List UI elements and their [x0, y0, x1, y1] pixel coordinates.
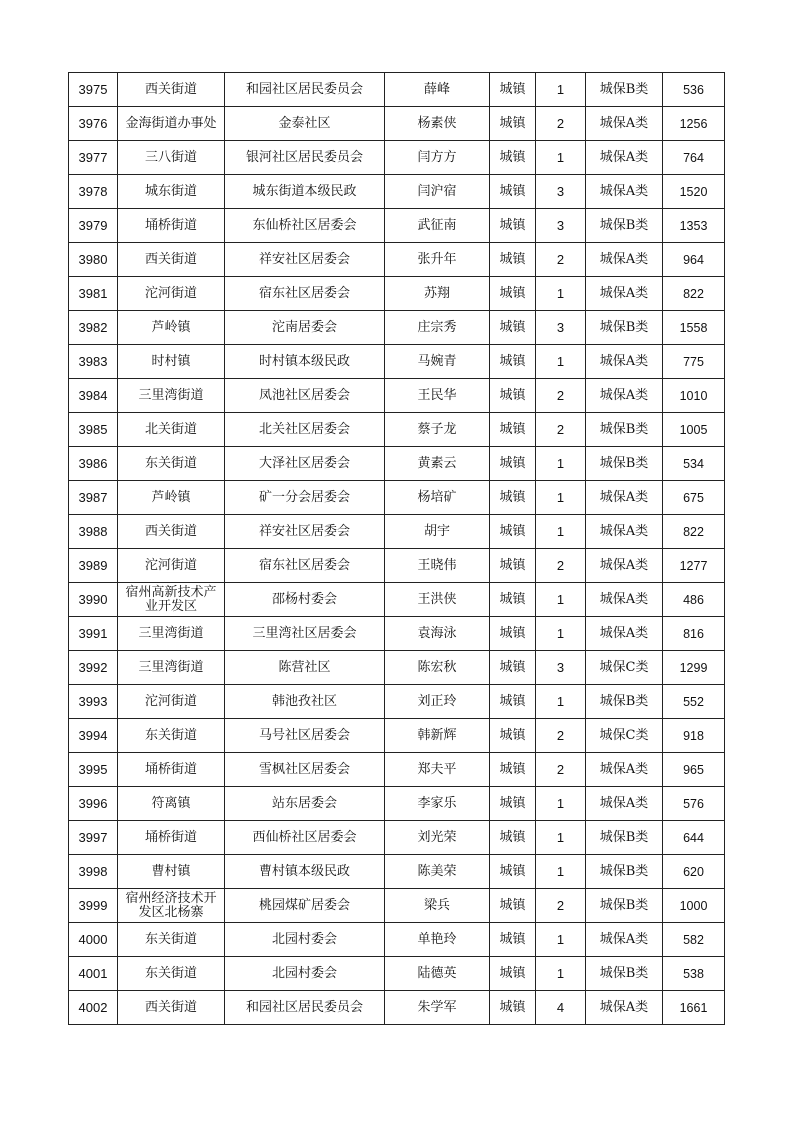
community-cell: 矿一分会居委会: [225, 481, 385, 515]
community-cell: 宿东社区居委会: [225, 277, 385, 311]
area-cell: 三八街道: [118, 141, 225, 175]
amount-cell: 534: [663, 447, 725, 481]
name-cell: 杨素侠: [385, 107, 490, 141]
row-id-cell: 3987: [69, 481, 118, 515]
community-cell: 银河社区居民委员会: [225, 141, 385, 175]
area-cell: 东关街道: [118, 957, 225, 991]
name-cell: 陈美荣: [385, 855, 490, 889]
row-id-cell: 3977: [69, 141, 118, 175]
community-cell: 站东居委会: [225, 787, 385, 821]
amount-cell: 536: [663, 73, 725, 107]
area-cell: 沱河街道: [118, 277, 225, 311]
table-row: [69, 549, 725, 583]
row-id-cell: 3981: [69, 277, 118, 311]
name-cell: 袁海泳: [385, 617, 490, 651]
persons-cell: 1: [536, 855, 586, 889]
amount-cell: 486: [663, 583, 725, 617]
community-cell: 邵杨村委会: [225, 583, 385, 617]
name-cell: 杨培矿: [385, 481, 490, 515]
row-id-cell: 3989: [69, 549, 118, 583]
community-cell: 陈营社区: [225, 651, 385, 685]
amount-cell: 644: [663, 821, 725, 855]
table-row: [69, 141, 725, 175]
name-cell: 张升年: [385, 243, 490, 277]
type-cell: 城镇: [490, 549, 536, 583]
table-row: [69, 651, 725, 685]
amount-cell: 576: [663, 787, 725, 821]
row-id-cell: 3976: [69, 107, 118, 141]
name-cell: 刘正玲: [385, 685, 490, 719]
name-cell: 黄素云: [385, 447, 490, 481]
persons-cell: 3: [536, 175, 586, 209]
type-cell: 城镇: [490, 73, 536, 107]
table-row: [69, 889, 725, 923]
area-cell: 东关街道: [118, 719, 225, 753]
type-cell: 城镇: [490, 379, 536, 413]
persons-cell: 2: [536, 413, 586, 447]
table-row: [69, 685, 725, 719]
name-cell: 郑夫平: [385, 753, 490, 787]
persons-cell: 1: [536, 957, 586, 991]
table-row: [69, 209, 725, 243]
area-cell: 埇桥街道: [118, 821, 225, 855]
area-cell: 三里湾街道: [118, 651, 225, 685]
row-id-cell: 3978: [69, 175, 118, 209]
area-cell: 东关街道: [118, 923, 225, 957]
category-cell: 城保A类: [586, 923, 663, 957]
row-id-cell: 4002: [69, 991, 118, 1025]
table-row: [69, 821, 725, 855]
community-cell: 三里湾社区居委会: [225, 617, 385, 651]
amount-cell: 1353: [663, 209, 725, 243]
persons-cell: 1: [536, 345, 586, 379]
amount-cell: 1558: [663, 311, 725, 345]
row-id-cell: 3993: [69, 685, 118, 719]
persons-cell: 3: [536, 651, 586, 685]
amount-cell: 552: [663, 685, 725, 719]
community-cell: 祥安社区居委会: [225, 243, 385, 277]
row-id-cell: 3979: [69, 209, 118, 243]
amount-cell: 582: [663, 923, 725, 957]
name-cell: 刘光荣: [385, 821, 490, 855]
community-cell: 雪枫社区居委会: [225, 753, 385, 787]
row-id-cell: 3980: [69, 243, 118, 277]
category-cell: 城保A类: [586, 583, 663, 617]
table-row: [69, 107, 725, 141]
table-row: [69, 855, 725, 889]
persons-cell: 2: [536, 243, 586, 277]
category-cell: 城保B类: [586, 821, 663, 855]
table-row: [69, 243, 725, 277]
category-cell: 城保B类: [586, 447, 663, 481]
name-cell: 苏翔: [385, 277, 490, 311]
amount-cell: 1661: [663, 991, 725, 1025]
type-cell: 城镇: [490, 889, 536, 923]
row-id-cell: 3992: [69, 651, 118, 685]
category-cell: 城保A类: [586, 175, 663, 209]
category-cell: 城保B类: [586, 413, 663, 447]
area-cell: 曹村镇: [118, 855, 225, 889]
persons-cell: 1: [536, 277, 586, 311]
type-cell: 城镇: [490, 753, 536, 787]
type-cell: 城镇: [490, 685, 536, 719]
row-id-cell: 4001: [69, 957, 118, 991]
category-cell: 城保A类: [586, 617, 663, 651]
row-id-cell: 3990: [69, 583, 118, 617]
type-cell: 城镇: [490, 141, 536, 175]
type-cell: 城镇: [490, 651, 536, 685]
amount-cell: 620: [663, 855, 725, 889]
area-cell: 芦岭镇: [118, 481, 225, 515]
amount-cell: 1256: [663, 107, 725, 141]
row-id-cell: 3995: [69, 753, 118, 787]
type-cell: 城镇: [490, 447, 536, 481]
type-cell: 城镇: [490, 821, 536, 855]
type-cell: 城镇: [490, 991, 536, 1025]
row-id-cell: 3997: [69, 821, 118, 855]
row-id-cell: 3985: [69, 413, 118, 447]
table-row: [69, 413, 725, 447]
community-cell: 桃园煤矿居委会: [225, 889, 385, 923]
area-cell: 沱河街道: [118, 549, 225, 583]
community-cell: 北园村委会: [225, 957, 385, 991]
persons-cell: 1: [536, 787, 586, 821]
category-cell: 城保A类: [586, 787, 663, 821]
table-row: [69, 379, 725, 413]
category-cell: 城保A类: [586, 549, 663, 583]
amount-cell: 918: [663, 719, 725, 753]
category-cell: 城保B类: [586, 209, 663, 243]
amount-cell: 816: [663, 617, 725, 651]
persons-cell: 2: [536, 549, 586, 583]
amount-cell: 775: [663, 345, 725, 379]
community-cell: 城东街道本级民政: [225, 175, 385, 209]
area-cell: 西关街道: [118, 991, 225, 1025]
area-cell: 宿州高新技术产业开发区: [118, 583, 225, 617]
community-cell: 宿东社区居委会: [225, 549, 385, 583]
persons-cell: 1: [536, 73, 586, 107]
area-cell: 三里湾街道: [118, 617, 225, 651]
row-id-cell: 3984: [69, 379, 118, 413]
category-cell: 城保A类: [586, 345, 663, 379]
name-cell: 薛峰: [385, 73, 490, 107]
persons-cell: 2: [536, 753, 586, 787]
category-cell: 城保A类: [586, 379, 663, 413]
category-cell: 城保C类: [586, 651, 663, 685]
persons-cell: 1: [536, 923, 586, 957]
amount-cell: 1520: [663, 175, 725, 209]
community-cell: 北关社区居委会: [225, 413, 385, 447]
name-cell: 武征南: [385, 209, 490, 243]
name-cell: 朱学军: [385, 991, 490, 1025]
community-cell: 和园社区居民委员会: [225, 73, 385, 107]
area-cell: 金海街道办事处: [118, 107, 225, 141]
area-cell: 埇桥街道: [118, 209, 225, 243]
area-cell: 西关街道: [118, 73, 225, 107]
amount-cell: 964: [663, 243, 725, 277]
persons-cell: 2: [536, 107, 586, 141]
row-id-cell: 3999: [69, 889, 118, 923]
area-cell: 东关街道: [118, 447, 225, 481]
persons-cell: 1: [536, 447, 586, 481]
table-row: [69, 73, 725, 107]
community-cell: 韩池孜社区: [225, 685, 385, 719]
table-row: [69, 957, 725, 991]
name-cell: 王民华: [385, 379, 490, 413]
persons-cell: 3: [536, 209, 586, 243]
area-cell: 北关街道: [118, 413, 225, 447]
community-cell: 曹村镇本级民政: [225, 855, 385, 889]
area-cell: 埇桥街道: [118, 753, 225, 787]
category-cell: 城保A类: [586, 991, 663, 1025]
type-cell: 城镇: [490, 311, 536, 345]
category-cell: 城保C类: [586, 719, 663, 753]
type-cell: 城镇: [490, 175, 536, 209]
community-cell: 东仙桥社区居委会: [225, 209, 385, 243]
table-row: [69, 277, 725, 311]
name-cell: 单艳玲: [385, 923, 490, 957]
name-cell: 陆德英: [385, 957, 490, 991]
category-cell: 城保B类: [586, 685, 663, 719]
amount-cell: 538: [663, 957, 725, 991]
row-id-cell: 4000: [69, 923, 118, 957]
area-cell: 西关街道: [118, 515, 225, 549]
name-cell: 陈宏秋: [385, 651, 490, 685]
community-cell: 金泰社区: [225, 107, 385, 141]
type-cell: 城镇: [490, 243, 536, 277]
area-cell: 宿州经济技术开发区北杨寨: [118, 889, 225, 923]
amount-cell: 675: [663, 481, 725, 515]
community-cell: 凤池社区居委会: [225, 379, 385, 413]
amount-cell: 1277: [663, 549, 725, 583]
amount-cell: 1005: [663, 413, 725, 447]
persons-cell: 1: [536, 583, 586, 617]
table-row: [69, 753, 725, 787]
category-cell: 城保A类: [586, 141, 663, 175]
area-cell: 芦岭镇: [118, 311, 225, 345]
amount-cell: 822: [663, 515, 725, 549]
row-id-cell: 3975: [69, 73, 118, 107]
name-cell: 闫方方: [385, 141, 490, 175]
type-cell: 城镇: [490, 923, 536, 957]
type-cell: 城镇: [490, 617, 536, 651]
name-cell: 闫沪宿: [385, 175, 490, 209]
community-cell: 和园社区居民委员会: [225, 991, 385, 1025]
category-cell: 城保B类: [586, 889, 663, 923]
row-id-cell: 3998: [69, 855, 118, 889]
category-cell: 城保A类: [586, 515, 663, 549]
name-cell: 梁兵: [385, 889, 490, 923]
persons-cell: 2: [536, 719, 586, 753]
type-cell: 城镇: [490, 719, 536, 753]
persons-cell: 2: [536, 889, 586, 923]
table-row: [69, 583, 725, 617]
community-cell: 西仙桥社区居委会: [225, 821, 385, 855]
row-id-cell: 3986: [69, 447, 118, 481]
persons-cell: 1: [536, 481, 586, 515]
persons-cell: 4: [536, 991, 586, 1025]
community-cell: 马号社区居委会: [225, 719, 385, 753]
category-cell: 城保A类: [586, 107, 663, 141]
persons-cell: 3: [536, 311, 586, 345]
type-cell: 城镇: [490, 413, 536, 447]
data-table: [68, 72, 725, 1025]
name-cell: 胡宇: [385, 515, 490, 549]
persons-cell: 1: [536, 515, 586, 549]
amount-cell: 965: [663, 753, 725, 787]
category-cell: 城保A类: [586, 243, 663, 277]
community-cell: 时村镇本级民政: [225, 345, 385, 379]
type-cell: 城镇: [490, 957, 536, 991]
type-cell: 城镇: [490, 277, 536, 311]
name-cell: 王洪侠: [385, 583, 490, 617]
amount-cell: 764: [663, 141, 725, 175]
table-row: [69, 447, 725, 481]
area-cell: 符离镇: [118, 787, 225, 821]
persons-cell: 2: [536, 379, 586, 413]
row-id-cell: 3991: [69, 617, 118, 651]
table-row: [69, 617, 725, 651]
row-id-cell: 3994: [69, 719, 118, 753]
type-cell: 城镇: [490, 515, 536, 549]
category-cell: 城保B类: [586, 311, 663, 345]
type-cell: 城镇: [490, 209, 536, 243]
name-cell: 蔡子龙: [385, 413, 490, 447]
type-cell: 城镇: [490, 787, 536, 821]
table-row: [69, 719, 725, 753]
table-row: [69, 923, 725, 957]
table-row: [69, 481, 725, 515]
persons-cell: 1: [536, 821, 586, 855]
community-cell: 祥安社区居委会: [225, 515, 385, 549]
name-cell: 李家乐: [385, 787, 490, 821]
community-cell: 大泽社区居委会: [225, 447, 385, 481]
table-row: [69, 515, 725, 549]
amount-cell: 822: [663, 277, 725, 311]
type-cell: 城镇: [490, 481, 536, 515]
area-cell: 沱河街道: [118, 685, 225, 719]
community-cell: 沱南居委会: [225, 311, 385, 345]
type-cell: 城镇: [490, 583, 536, 617]
community-cell: 北园村委会: [225, 923, 385, 957]
area-cell: 时村镇: [118, 345, 225, 379]
category-cell: 城保B类: [586, 957, 663, 991]
row-id-cell: 3982: [69, 311, 118, 345]
category-cell: 城保A类: [586, 753, 663, 787]
type-cell: 城镇: [490, 107, 536, 141]
row-id-cell: 3996: [69, 787, 118, 821]
category-cell: 城保A类: [586, 481, 663, 515]
row-id-cell: 3983: [69, 345, 118, 379]
type-cell: 城镇: [490, 345, 536, 379]
area-cell: 三里湾街道: [118, 379, 225, 413]
category-cell: 城保B类: [586, 855, 663, 889]
name-cell: 庄宗秀: [385, 311, 490, 345]
row-id-cell: 3988: [69, 515, 118, 549]
table-row: [69, 787, 725, 821]
persons-cell: 1: [536, 141, 586, 175]
name-cell: 韩新辉: [385, 719, 490, 753]
persons-cell: 1: [536, 685, 586, 719]
type-cell: 城镇: [490, 855, 536, 889]
name-cell: 马婉青: [385, 345, 490, 379]
table-row: [69, 345, 725, 379]
amount-cell: 1299: [663, 651, 725, 685]
area-cell: 城东街道: [118, 175, 225, 209]
category-cell: 城保A类: [586, 277, 663, 311]
amount-cell: 1000: [663, 889, 725, 923]
table-row: [69, 991, 725, 1025]
table-body: [69, 73, 725, 1025]
table-row: [69, 311, 725, 345]
persons-cell: 1: [536, 617, 586, 651]
amount-cell: 1010: [663, 379, 725, 413]
name-cell: 王晓伟: [385, 549, 490, 583]
category-cell: 城保B类: [586, 73, 663, 107]
table-row: [69, 175, 725, 209]
area-cell: 西关街道: [118, 243, 225, 277]
